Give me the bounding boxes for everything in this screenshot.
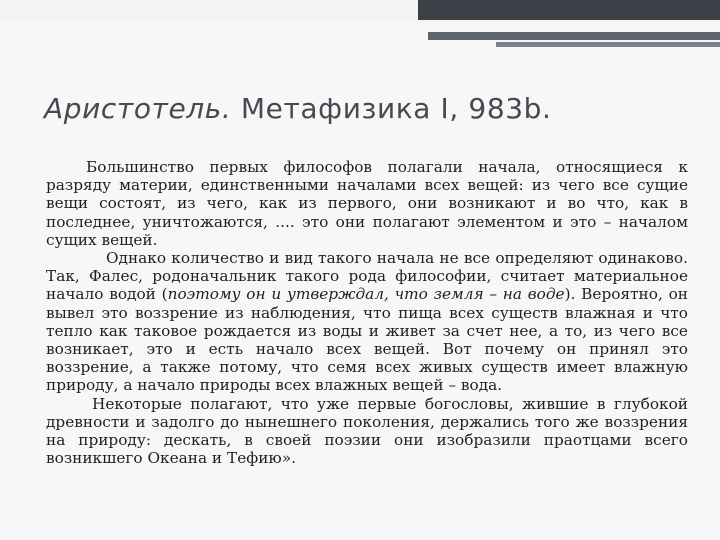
paragraph-2-end: ). Вероятно, он вывел это воззрение из наблюдения, что пища всех существ влажная и что тепло как таковое рождается из воды и живет за счет нее, а то, из чего все возникает, это и есть начало всех вещей. Вот почему он принял это воззрение, а также потому, что семя всех живых существ имеет влажную природу, а начало природы всех влажных вещей – вода.: [46, 285, 688, 395]
paragraph-2-start: Однако количество и вид такого начала не все определяют одинаково. Так, Фалес, родоначальник такого рода философии, считает материальное начало водой (: [46, 249, 688, 304]
paragraph-2-italic-quote: поэтому он и утверждал, что земля – на воде: [167, 285, 565, 304]
title-work: Метафизика I, 983b.: [231, 92, 552, 125]
slide-body: [46, 158, 688, 467]
header-decoration-stripe: [428, 32, 720, 40]
header-decoration-stripe-thin: [496, 42, 720, 47]
slide-title: [44, 92, 684, 125]
title-author: Аристотель.: [44, 92, 232, 125]
paragraph-2: [46, 249, 688, 395]
header-decoration-bar: [418, 0, 720, 20]
paragraph-1: Большинство первых философов полагали начала, относящиеся к разряду материи, единственными началами всех вещей: из чего все сущие вещи состоят, из чего, как из первого, они возникают и во что, как в последнее, уничтожаются, .... это они полагают элементом и это – началом сущих вещей.: [46, 158, 688, 249]
paragraph-3: Некоторые полагают, что уже первые богословы, жившие в глубокой древности и задолго до нынешнего поколения, держались того же воззрения на природу: дескать, в своей поэзии они изобразили праотцами всего возникшего Океана и Тефию».: [46, 394, 688, 468]
